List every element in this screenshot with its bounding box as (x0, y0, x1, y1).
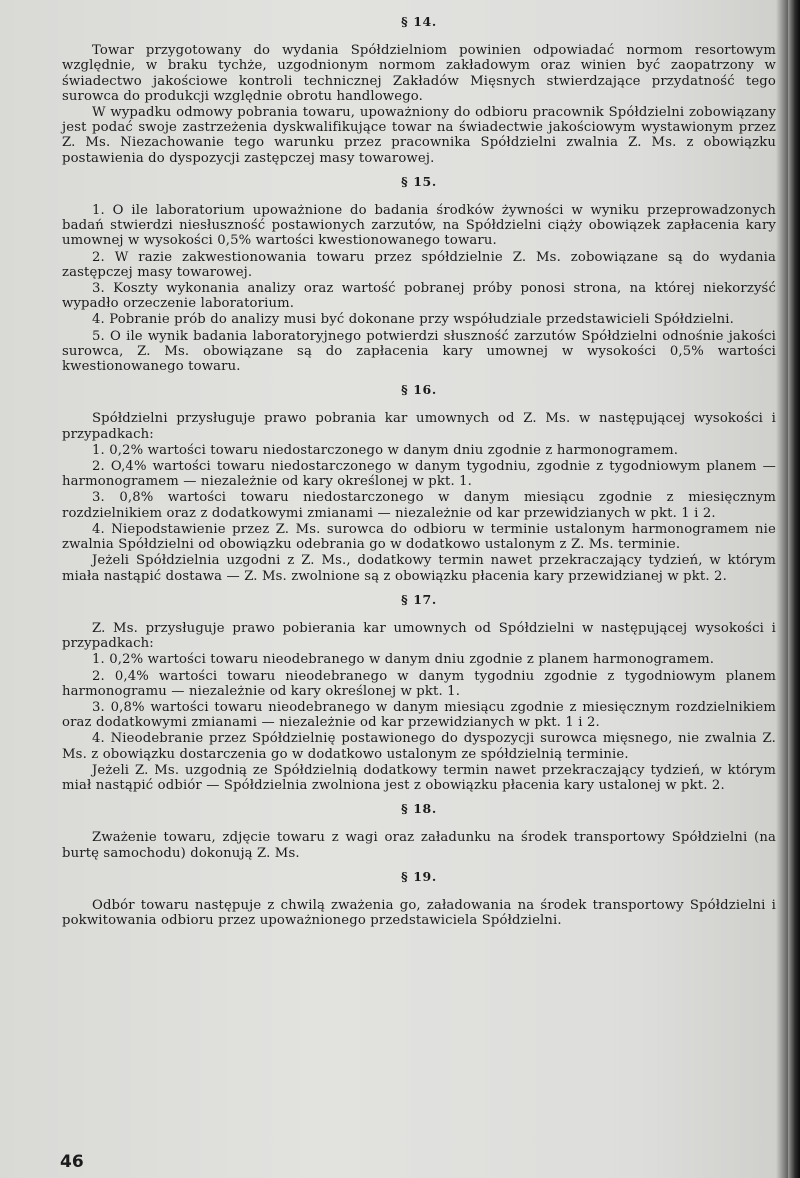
page-edge-shadow (788, 0, 800, 1178)
paragraph: Zważenie towaru, zdjęcie towaru z wagi oraz załadunku na środek transportowy Spółdzielni (na burtę samochodu) dokonują Z. Ms. (62, 830, 776, 861)
section-18 (62, 801, 776, 861)
paragraph: Jeżeli Z. Ms. uzgodnią ze Spółdzielnią dodatkowy termin nawet przekraczający tydzień, w którym miał nastąpić odbiór — Spółdzielnia zwolniona jest z obowiązku płacenia kary ustalonej w pkt. 2. (62, 762, 776, 793)
section-heading: § 17. (401, 591, 437, 607)
paragraph: 3. 0,8% wartości towaru nieodebranego w danym miesiącu zgodnie z miesięcznym rozdzielnikiem oraz dodatkowymi zmianami — niezależnie od kar przewidzianych w pkt. 1 i 2. (62, 699, 776, 731)
paragraph: Towar przygotowany do wydania Spółdzielniom powinien odpowiadać normom resortowym względnie, w braku tychże, uzgodnionym normom zakładowym oraz winien być zaopatrzony w świadectwo jakościowe kontroli technicznej Zakładów Mięsnych stwierdzające przydatność tego surowca do produkcji względnie obrotu handlowego. (62, 43, 776, 104)
section-14 (62, 14, 776, 166)
section-heading: § 15. (401, 173, 437, 189)
paragraph: 2. O,4% wartości towaru niedostarczonego w danym tygodniu, zgodnie z tygodniowym planem — harmonogramem — niezależnie od kary określonej w pkt. 1. (62, 459, 776, 490)
paragraph: Odbór towaru następuje z chwilą zważenia go, załadowania na środek transportowy Spółdzielni i pokwitowania odbioru przez upoważnionego przedstawiciela Spółdzielni. (62, 897, 776, 929)
paragraph: Spółdzielni przysługuje prawo pobrania kar umownych od Z. Ms. w następującej wysokości i przypadkach: (62, 411, 776, 442)
paragraph: 4. Niepodstawienie przez Z. Ms. surowca do odbioru w terminie ustalonym harmonogramem nie zwalnia Spółdzielni od obowiązku odebrania go w dodatkowo ustalonym z Z. Ms. terminie. (62, 521, 776, 553)
paragraph: 3. Koszty wykonania analizy oraz wartość pobranej próby ponosi strona, na której niekorzyść wypadło orzeczenie laboratorium. (62, 281, 776, 312)
page-number: 46 (60, 1152, 84, 1172)
section-heading: § 16. (401, 382, 437, 398)
paragraph: 1. 0,2% wartości towaru nieodebranego w danym dniu zgodnie z planem harmonogramem. (92, 652, 715, 668)
paragraph: 1. O ile laboratorium upoważnione do badania środków żywności w wyniku przeprowadzonych badań stwierdzi niesłuszność postawionych zarzutów, na Spółdzielni ciąży obowiązek zapłacenia kary umownej w wysokości 0,5% wartości kwestionowanego towaru. (62, 203, 776, 249)
paragraph: Jeżeli Spółdzielnia uzgodni z Z. Ms., dodatkowy termin nawet przekraczający tydzień, w którym miała nastąpić dostawa — Z. Ms. zwolnione są z obowiązku płacenia kary przewidzianej w pkt. 2. (62, 553, 776, 584)
paragraph: 4. Pobranie prób do analizy musi być dokonane przy współudziale przedstawicieli Spółdzielni. (92, 312, 734, 328)
paragraph: 5. O ile wynik badania laboratoryjnego potwierdzi słuszność zarzutów Spółdzielni odnośnie jakości surowca, Z. Ms. obowiązane są do zapłacenia kary umownej w wysokości 0,5% wartości kwestionowanego towaru. (62, 328, 776, 375)
section-heading: § 19. (401, 868, 437, 884)
paragraph: 2. W razie zakwestionowania towaru przez spółdzielnie Z. Ms. zobowiązane są do wydania zastępczej masy towarowej. (62, 249, 776, 280)
paragraph: 3. 0,8% wartości towaru niedostarczonego w danym miesiącu zgodnie z miesięcznym rozdzielnikiem oraz z dodatkowymi zmianami — niezależnie od kar przewidzianych w pkt. 1 i 2. (62, 490, 776, 521)
paragraph: 1. 0,2% wartości towaru niedostarczonego w danym dniu zgodnie z harmonogramem. (92, 442, 679, 458)
section-16 (62, 382, 776, 583)
section-15 (62, 174, 776, 374)
section-17 (62, 592, 776, 793)
document-body (62, 12, 776, 932)
paragraph: Z. Ms. przysługuje prawo pobierania kar umownych od Spółdzielni w następującej wysokości i przypadkach: (62, 620, 776, 652)
section-19 (62, 869, 776, 929)
section-heading: § 14. (401, 14, 437, 29)
paragraph: 2. 0,4% wartości towaru nieodebranego w danym tygodniu zgodnie z tygodniowym planem harmonogramu — niezależnie od kary określonej w pkt. 1. (62, 668, 776, 699)
section-heading: § 18. (401, 801, 437, 817)
paragraph: W wypadku odmowy pobrania towaru, upoważniony do odbioru pracownik Spółdzielni zobowiązany jest podać swoje zastrzeżenia dyskwalifikujące towar na świadectwie jakościowym wystawionym przez Z. Ms. Niezachowanie tego warunku przez pracownika Spółdzielni zwalnia Z. Ms. z obowiązku postawienia do dyspozycji zastępczej masy towarowej. (62, 105, 776, 166)
paragraph: 4. Nieodebranie przez Spółdzielnię postawionego do dyspozycji surowca mięsnego, nie zwalnia Z. Ms. z obowiązku dostarczenia go w dodatkowo ustalonym ze spółdzielnią terminie. (62, 731, 776, 762)
